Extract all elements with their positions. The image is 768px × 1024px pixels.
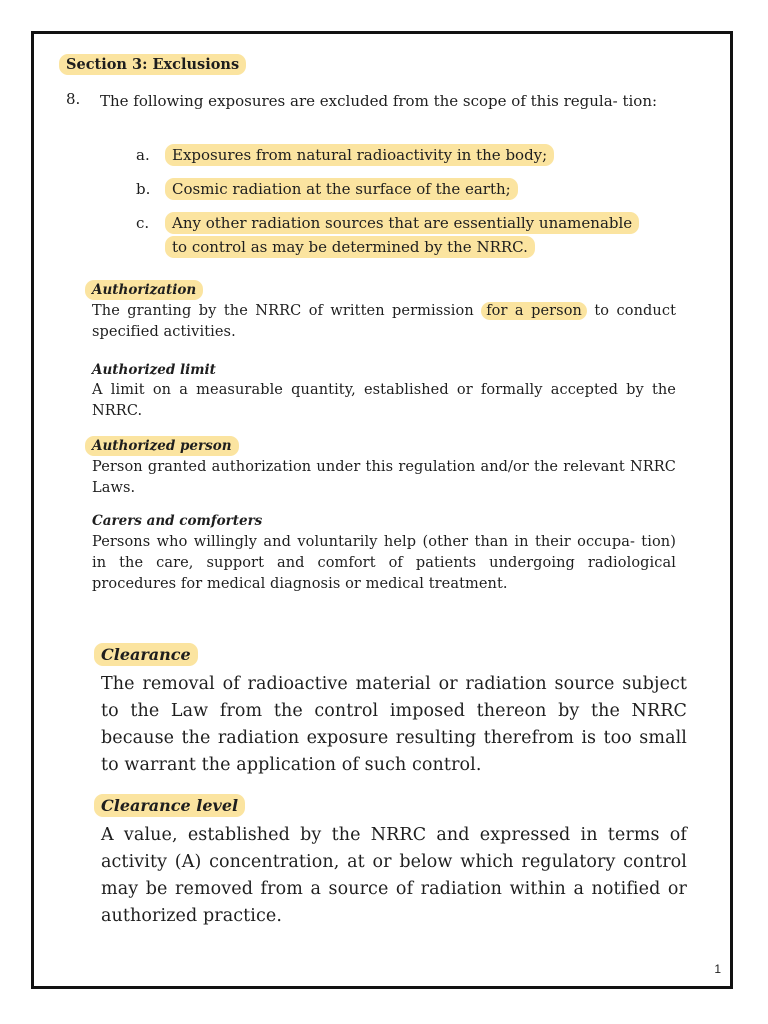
subitem-text-line1: Any other radiation sources that are essentially unamenable	[165, 212, 639, 234]
highlight-for-a-person: for a person	[481, 302, 587, 320]
subitem-text: Cosmic radiation at the surface of the earth;	[165, 178, 518, 200]
subitem-text: Exposures from natural radioactivity in the body;	[165, 144, 554, 166]
definition-clearance-level: A value, established by the NRRC and expressed in terms of activity (A) concentration, at or below which regulatory control may be removed from a source of radiation within a notified or authorized practice.	[101, 825, 687, 926]
term-authorization: Authorization	[92, 282, 203, 298]
subitem-b	[136, 178, 676, 201]
term-carers-and-comforters: Carers and comforters	[92, 513, 263, 529]
subitem-text-line2: to control as may be determined by the NRRC.	[165, 236, 535, 258]
definition-authorization: The granting by the NRRC of written permission for a person to conduct specified activities.	[92, 303, 676, 340]
subitem-mark: b.	[136, 180, 151, 198]
definition-clearance: The removal of radioactive material or radiation source subject to the Law from the control imposed thereon by the NRRC because the radiation exposure resulting therefrom is too small to warrant the application of such control.	[101, 674, 687, 775]
subitem-mark: a.	[136, 146, 150, 164]
term-clearance-level: Clearance level	[101, 796, 245, 815]
definition-authorized-limit: A limit on a measurable quantity, established or formally accepted by the NRRC.	[92, 382, 676, 419]
term-authorized-person: Authorized person	[92, 438, 239, 454]
section-title: Section 3: Exclusions	[66, 56, 246, 73]
item-number: 8.	[66, 90, 81, 108]
page-number: 1	[714, 962, 721, 976]
term-clearance: Clearance	[101, 645, 198, 664]
term-authorized-limit: Authorized limit	[92, 362, 216, 378]
subitem-mark: c.	[136, 214, 150, 232]
subitem-a	[136, 144, 676, 167]
definition-carers-and-comforters: Persons who willingly and voluntarily help (other than in their occupa- tion) in the care, support and comfort of patients undergoing radiological procedures for medical diagnosis or medical treatment.	[92, 534, 676, 592]
subitem-c	[136, 212, 676, 260]
item-text: The following exposures are excluded from the scope of this regula- tion:	[100, 92, 658, 110]
definition-authorized-person: Person granted authorization under this regulation and/or the relevant NRRC Laws.	[92, 459, 676, 496]
